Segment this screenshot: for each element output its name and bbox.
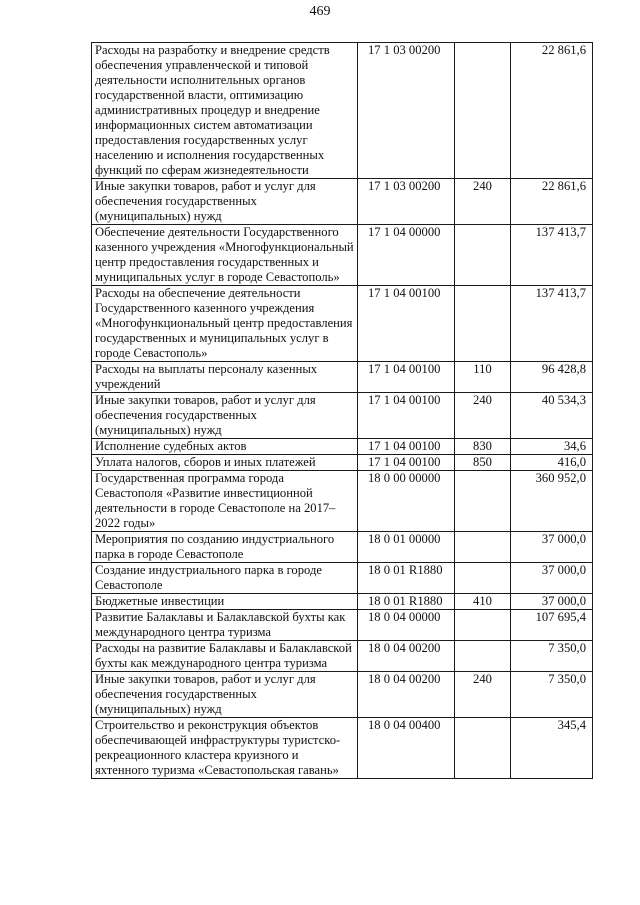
expense-type-cell: 240 [455,179,511,225]
expense-type-cell: 850 [455,455,511,471]
expense-type-cell: 240 [455,393,511,439]
amount-cell: 96 428,8 [511,362,593,393]
table-row [92,563,593,594]
expense-type-cell [455,471,511,532]
expense-type-cell [455,641,511,672]
expense-name-cell: Строительство и реконструкция объектов обеспечивающей инфраструктуры туристско-рекреационного кластера круизного и яхтенного туризма «Севастопольская гавань» [92,718,358,779]
amount-cell: 37 000,0 [511,563,593,594]
expense-name-cell: Бюджетные инвестиции [92,594,358,610]
target-code-cell: 18 0 04 00200 [358,672,455,718]
expense-name-cell: Создание индустриального парка в городе Севастополе [92,563,358,594]
table-row [92,641,593,672]
amount-cell: 416,0 [511,455,593,471]
amount-cell: 107 695,4 [511,610,593,641]
expense-name-cell: Расходы на обеспечение деятельности Государственного казенного учреждения «Многофункциональный центр предоставления государственных и муниципальных услуг в городе Севастополь» [92,286,358,362]
amount-cell: 345,4 [511,718,593,779]
expense-name-cell: Обеспечение деятельности Государственного казенного учреждения «Многофункциональный центр предоставления государственных и муниципальных услуг в городе Севастополь» [92,225,358,286]
amount-cell: 22 861,6 [511,43,593,179]
table-row [92,286,593,362]
expense-type-cell [455,532,511,563]
expense-type-cell [455,718,511,779]
table-row [92,225,593,286]
expense-name-cell: Государственная программа города Севастополя «Развитие инвестиционной деятельности в городе Севастополе на 2017–2022 годы» [92,471,358,532]
target-code-cell: 17 1 04 00100 [358,439,455,455]
target-code-cell: 18 0 04 00400 [358,718,455,779]
target-code-cell: 17 1 03 00200 [358,179,455,225]
table-row [92,455,593,471]
expense-name-cell: Расходы на выплаты персоналу казенных учреждений [92,362,358,393]
page-number: 469 [309,4,331,19]
table-row [92,594,593,610]
table-row [92,362,593,393]
amount-cell: 37 000,0 [511,594,593,610]
expense-name-cell: Исполнение судебных актов [92,439,358,455]
table-row [92,718,593,779]
expense-type-cell: 240 [455,672,511,718]
expense-name-cell: Иные закупки товаров, работ и услуг для обеспечения государственных (муниципальных) нужд [92,393,358,439]
amount-cell: 22 861,6 [511,179,593,225]
amount-cell: 137 413,7 [511,286,593,362]
table-row [92,439,593,455]
amount-cell: 137 413,7 [511,225,593,286]
amount-cell: 37 000,0 [511,532,593,563]
table-row [92,610,593,641]
expense-type-cell [455,43,511,179]
target-code-cell: 17 1 04 00000 [358,225,455,286]
table-row [92,672,593,718]
budget-table [91,42,593,779]
target-code-cell: 18 0 00 00000 [358,471,455,532]
target-code-cell: 17 1 04 00100 [358,362,455,393]
expense-type-cell [455,563,511,594]
target-code-cell: 18 0 01 00000 [358,532,455,563]
amount-cell: 7 350,0 [511,641,593,672]
expense-name-cell: Расходы на разработку и внедрение средств обеспечения управленческой и типовой деятельности исполнительных органов государственной власти, оптимизацию административных процедур и внедрение информационных систем автоматизации предоставления государственных услуг населению и исполнения государственных функций по сферам жизнедеятельности [92,43,358,179]
expense-type-cell: 830 [455,439,511,455]
expense-type-cell: 410 [455,594,511,610]
target-code-cell: 18 0 04 00000 [358,610,455,641]
table-row [92,43,593,179]
expense-name-cell: Уплата налогов, сборов и иных платежей [92,455,358,471]
target-code-cell: 17 1 03 00200 [358,43,455,179]
expense-name-cell: Иные закупки товаров, работ и услуг для обеспечения государственных (муниципальных) нужд [92,672,358,718]
target-code-cell: 17 1 04 00100 [358,286,455,362]
expense-name-cell: Развитие Балаклавы и Балаклавской бухты как международного центра туризма [92,610,358,641]
expense-type-cell [455,286,511,362]
amount-cell: 360 952,0 [511,471,593,532]
table-body [92,43,593,779]
expense-type-cell [455,225,511,286]
table-row [92,532,593,563]
table-row [92,393,593,439]
table-row [92,471,593,532]
target-code-cell: 17 1 04 00100 [358,393,455,439]
expense-name-cell: Расходы на развитие Балаклавы и Балаклавской бухты как международного центра туризма [92,641,358,672]
target-code-cell: 18 0 04 00200 [358,641,455,672]
expense-type-cell [455,610,511,641]
target-code-cell: 18 0 01 R1880 [358,594,455,610]
amount-cell: 40 534,3 [511,393,593,439]
expense-type-cell: 110 [455,362,511,393]
amount-cell: 34,6 [511,439,593,455]
target-code-cell: 18 0 01 R1880 [358,563,455,594]
amount-cell: 7 350,0 [511,672,593,718]
expense-name-cell: Мероприятия по созданию индустриального парка в городе Севастополе [92,532,358,563]
target-code-cell: 17 1 04 00100 [358,455,455,471]
expense-name-cell: Иные закупки товаров, работ и услуг для обеспечения государственных (муниципальных) нужд [92,179,358,225]
table-row [92,179,593,225]
